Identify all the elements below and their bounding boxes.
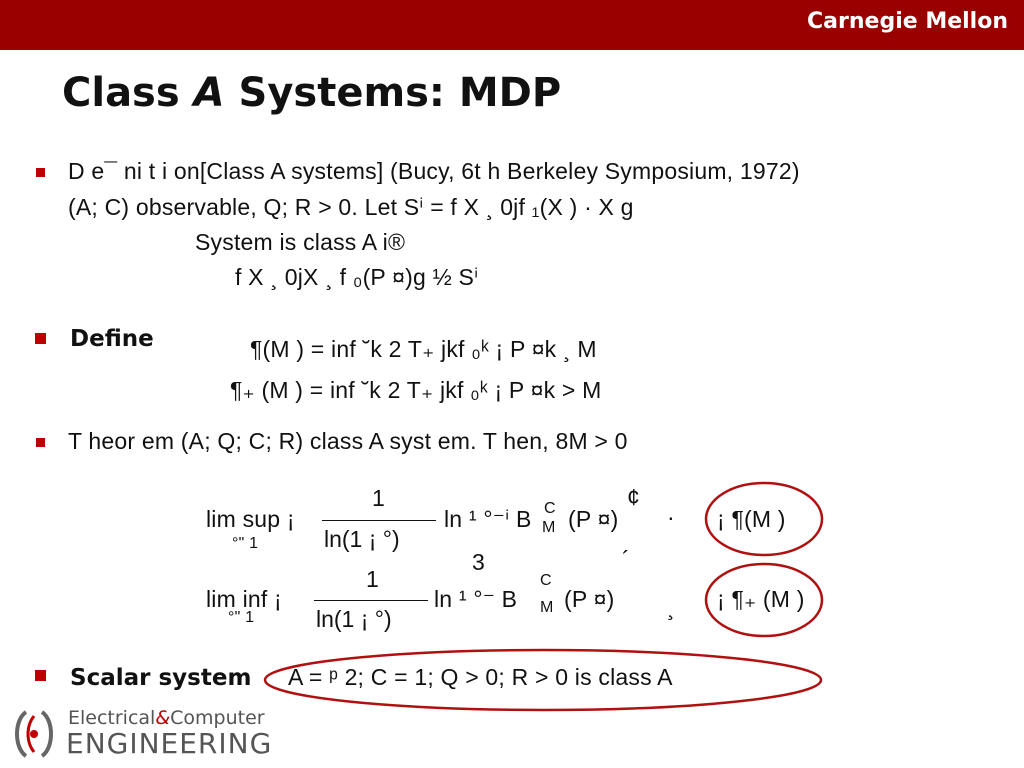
scalar-label: Scalar system [70, 665, 252, 691]
liminf-body: ln ¹ °⁻ B [434, 586, 518, 612]
logo-text-line1 [68, 707, 265, 729]
liminf-subscript: °" 1 [228, 609, 255, 626]
header-bar [0, 0, 1024, 50]
liminf-numerator: 1 [366, 566, 379, 592]
limsup-fraction-bar [322, 520, 436, 521]
define-label: Define [70, 326, 154, 352]
brand-name: Carnegie Mellon [807, 9, 1008, 34]
limsup-superscript: C [544, 500, 556, 517]
title-suffix: Systems: MDP [224, 70, 562, 116]
bullet-icon [36, 168, 45, 177]
definition-line2: (A; C) observable, Q; R > 0. Let Sⁱ = f X ¸ 0jf ₁(X ) · X g [68, 194, 634, 220]
liminf-subscript-m: M [540, 599, 554, 616]
title-italic: A [193, 70, 225, 116]
limsup-denominator: ln(1 ¡ °) [324, 526, 400, 552]
limsup-body: ln ¹ °⁻ⁱ B [444, 506, 532, 532]
limsup-subscript-m: M [542, 519, 556, 536]
ece-logo-icon [6, 706, 62, 762]
define-eq2: ¶₊ (M ) = inf ˘k 2 T₊ jkf ₀ᵏ ¡ P ¤k > M [230, 377, 602, 403]
define-eq1: ¶(M ) = inf ˘k 2 T₊ jkf ₀ᵏ ¡ P ¤k ¸ M [250, 336, 597, 362]
definition-line3: System is class A i® [195, 229, 406, 255]
bullet-icon [36, 438, 45, 447]
title-prefix: Class [62, 70, 194, 116]
definition-line1: D e¯ ni t i on[Class A systems] (Bucy, 6t h Berkeley Symposium, 1972) [68, 158, 800, 184]
liminf-operator: lim inf ¡ [206, 586, 282, 612]
liminf-rhs: ¡ ¶₊ (M ) [717, 586, 805, 612]
limsup-bracket: ¢ [627, 484, 640, 510]
logo-word-computer: Computer [170, 707, 265, 729]
limsup-relation: · [667, 504, 675, 530]
liminf-fraction-bar [314, 600, 428, 601]
liminf-denominator: ln(1 ¡ °) [316, 606, 392, 632]
limsup-rhs: ¡ ¶(M ) [717, 506, 786, 532]
scalar-equation: A = ᵖ 2; C = 1; Q > 0; R > 0 is class A [288, 664, 673, 690]
liminf-acute: ´ [622, 546, 630, 572]
logo-word-electrical: Electrical [68, 707, 156, 729]
bullet-icon [35, 670, 46, 681]
liminf-superscript: C [540, 572, 552, 589]
liminf-tail: (P ¤) [564, 586, 615, 612]
slide-title [62, 70, 561, 116]
limsup-subscript: °" 1 [232, 535, 259, 552]
liminf-relation: ¸ [667, 594, 675, 620]
theorem-text: T heor em (A; Q; C; R) class A syst em. T hen, 8M > 0 [68, 428, 628, 454]
definition-line4: f X ¸ 0jX ¸ f ₀(P ¤)g ½ Sⁱ [235, 264, 479, 290]
logo-text-line2: ENGINEERING [66, 727, 273, 760]
bullet-icon [35, 333, 46, 344]
limsup-tail: (P ¤) [568, 506, 619, 532]
logo-ampersand: & [155, 707, 171, 729]
limsup-numerator: 1 [372, 485, 385, 511]
liminf-mark: 3 [472, 549, 485, 575]
limsup-operator: lim sup ¡ [206, 506, 295, 532]
